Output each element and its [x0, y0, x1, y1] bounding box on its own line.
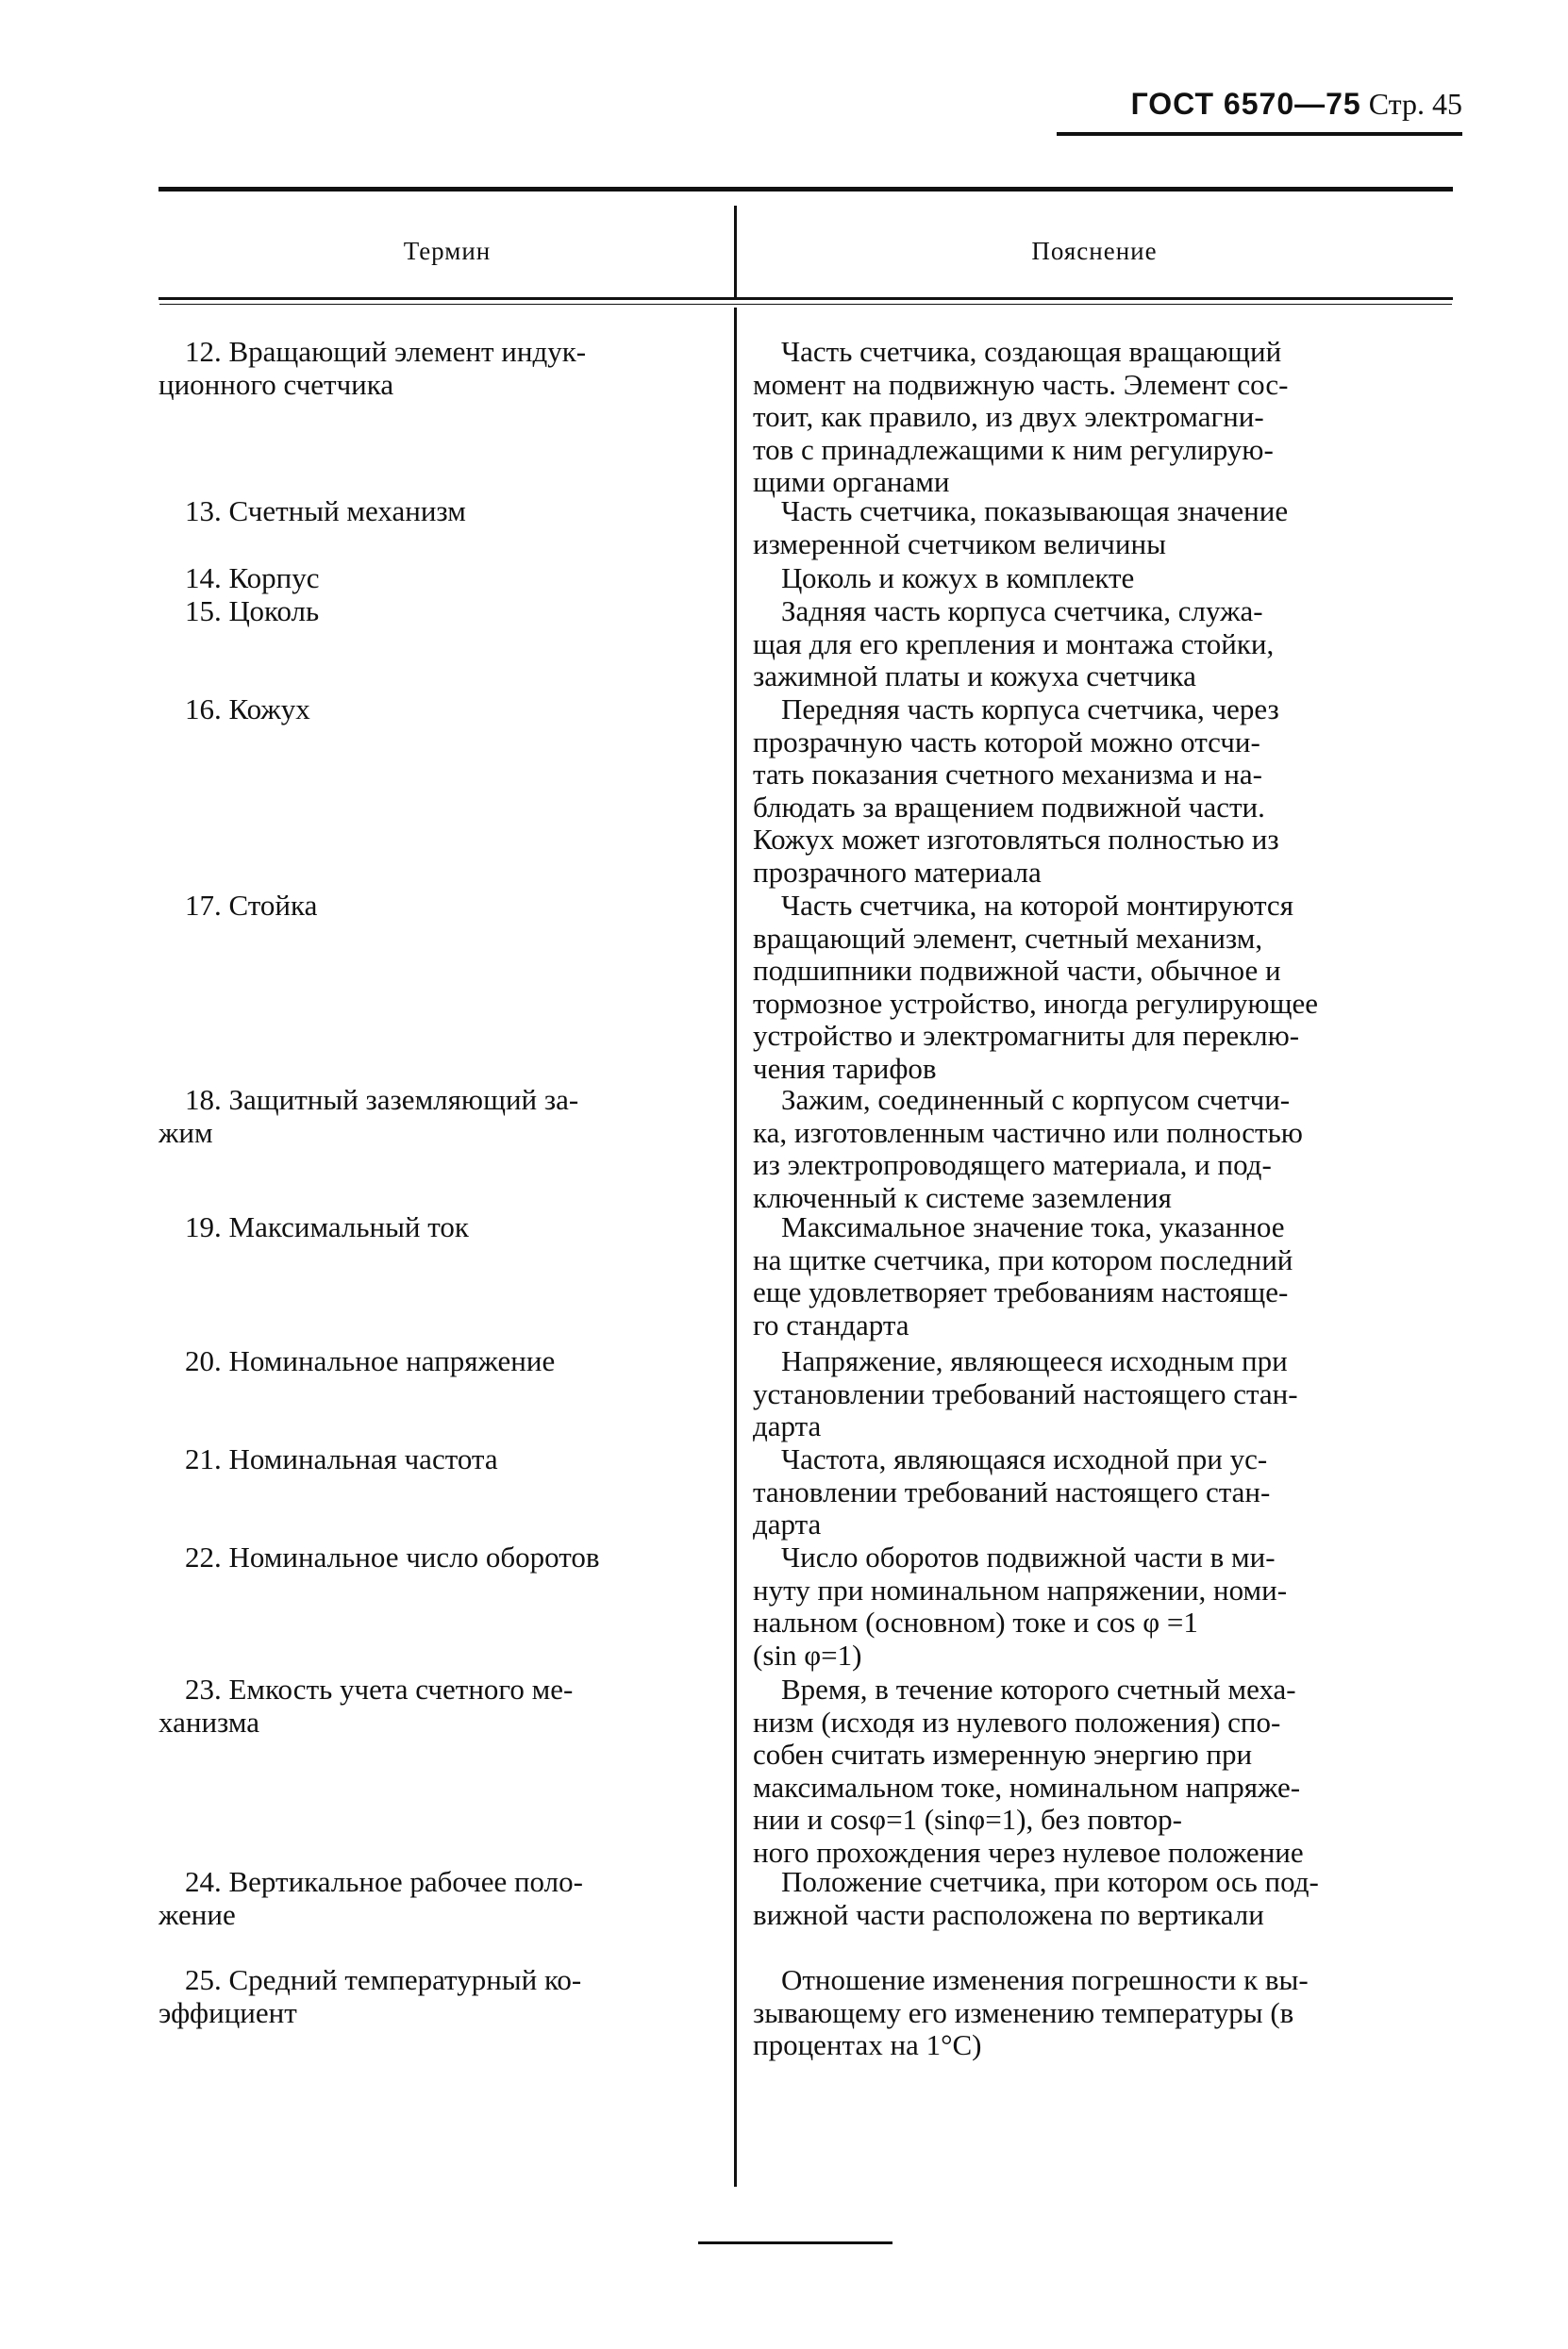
- explanation-cell: [753, 693, 1453, 889]
- explanation-line: прозрачного материала: [753, 855, 1042, 889]
- explanation-cell: [753, 1345, 1453, 1443]
- explanation-cell: [753, 562, 1453, 595]
- explanation-line: тать показания счетного механизма и на-: [753, 758, 1263, 791]
- column-divider: [734, 308, 737, 2187]
- term-line: эффициент: [158, 1995, 297, 2029]
- explanation-line: Зажим, соединенный с корпусом счетчи-: [781, 1083, 1291, 1116]
- footer-rule: [698, 2241, 892, 2244]
- term-line: жение: [158, 1897, 236, 1931]
- page-number: Стр. 45: [1368, 87, 1462, 121]
- explanation-line: установлении требований настоящего стан-: [753, 1376, 1298, 1410]
- term-cell: [185, 1443, 732, 1476]
- table-top-rule: [158, 187, 1453, 192]
- header-underline: [1057, 132, 1462, 136]
- explanation-line: блюдать за вращением подвижной части.: [753, 790, 1265, 824]
- explanation-line: Время, в течение которого счетный меха-: [781, 1673, 1296, 1706]
- explanation-line: максимальном токе, номинальном напряже-: [753, 1770, 1301, 1804]
- explanation-line: зажимной платы и кожуха счетчика: [753, 659, 1196, 692]
- term-line: ханизма: [158, 1705, 260, 1739]
- explanation-cell: [753, 1084, 1453, 1214]
- explanation-line: нальном (основном) токе и cos φ =1: [753, 1606, 1198, 1639]
- explanation-line: момент на подвижную часть. Элемент сос-: [753, 367, 1289, 401]
- term-cell: [185, 595, 732, 628]
- explanation-line: на щитке счетчика, при котором последний: [753, 1242, 1293, 1276]
- explanation-line: вижной части расположена по вертикали: [753, 1897, 1264, 1931]
- term-cell: [158, 1083, 732, 1149]
- term-line: 25. Средний температурный ко-: [185, 1963, 582, 1996]
- term-line: 23. Емкость учета счетного ме-: [185, 1673, 574, 1706]
- explanation-line: вращающий элемент, счетный механизм,: [753, 921, 1263, 955]
- explanation-cell: [753, 1541, 1453, 1672]
- term-cell: [158, 1865, 732, 1931]
- explanation-line: тановлении требований настоящего стан-: [753, 1474, 1271, 1508]
- column-header-term: Термин: [403, 237, 492, 265]
- term-line: 14. Корпус: [185, 561, 320, 594]
- explanation-line: Цоколь и кожух в комплекте: [781, 561, 1135, 594]
- term-line: 16. Кожух: [185, 692, 310, 725]
- explanation-line: устройство и электромагниты для переклю-: [753, 1019, 1300, 1052]
- page-header: [1131, 85, 1462, 123]
- term-cell: [185, 1345, 732, 1378]
- term-cell: [185, 1541, 732, 1574]
- explanation-line: ного прохождения через нулевое положение: [753, 1835, 1304, 1869]
- term-cell: [158, 335, 732, 401]
- explanation-line: зывающему его изменению температуры (в: [753, 1995, 1294, 2029]
- term-line: жим: [158, 1115, 213, 1149]
- term-cell: [158, 1963, 732, 2029]
- explanation-line: низм (исходя из нулевого положения) спо-: [753, 1705, 1281, 1739]
- explanation-line: чения тарифов: [753, 1051, 937, 1085]
- explanation-line: (sin φ=1): [753, 1638, 862, 1672]
- explanation-line: из электропроводящего материала, и под-: [753, 1148, 1272, 1181]
- explanation-line: Часть счетчика, создающая вращающий: [781, 335, 1282, 368]
- explanation-cell: [753, 1964, 1453, 2062]
- explanation-line: Максимальное значение тока, указанное: [781, 1210, 1285, 1243]
- term-line: 13. Счетный механизм: [185, 494, 466, 527]
- explanation-line: Отношение изменения погрешности к вы-: [781, 1963, 1309, 1996]
- term-cell: [185, 495, 732, 528]
- explanation-line: прозрачную часть которой можно отсчи-: [753, 725, 1260, 758]
- explanation-cell: [753, 1674, 1453, 1869]
- term-line: 21. Номинальная частота: [185, 1442, 498, 1475]
- explanation-line: Передняя часть корпуса счетчика, через: [781, 692, 1279, 725]
- explanation-line: Кожух может изготовляться полностью из: [753, 823, 1279, 856]
- explanation-line: Задняя часть корпуса счетчика, служа-: [781, 594, 1263, 627]
- term-line: 17. Стойка: [185, 889, 318, 922]
- explanation-line: дарта: [753, 1508, 822, 1541]
- explanation-cell: [753, 890, 1453, 1085]
- explanation-cell: [753, 336, 1453, 499]
- explanation-line: измеренной счетчиком величины: [753, 526, 1166, 560]
- standard-number: ГОСТ 6570—75: [1130, 87, 1361, 121]
- explanation-cell: [753, 495, 1453, 560]
- explanation-line: го стандарта: [753, 1308, 909, 1341]
- explanation-line: Часть счетчика, на которой монтируются: [781, 889, 1293, 922]
- explanation-line: подшипники подвижной части, обычное и: [753, 954, 1281, 987]
- term-cell: [185, 890, 732, 923]
- term-cell: [158, 1673, 732, 1739]
- explanation-line: Часть счетчика, показывающая значение: [781, 494, 1289, 527]
- explanation-line: собен считать измеренную энергию при: [753, 1738, 1253, 1771]
- term-line: ционного счетчика: [158, 367, 394, 401]
- explanation-line: еще удовлетворяет требованиям настояще-: [753, 1275, 1289, 1308]
- explanation-line: тормозное устройство, иногда регулирующее: [753, 986, 1318, 1020]
- explanation-line: щими органами: [753, 465, 950, 498]
- explanation-cell: [753, 1866, 1453, 1931]
- explanation-line: ключенный к системе заземления: [753, 1180, 1172, 1214]
- term-line: 15. Цоколь: [185, 594, 320, 627]
- explanation-line: щая для его крепления и монтажа стойки,: [753, 626, 1275, 660]
- term-cell: [185, 1211, 732, 1244]
- explanation-cell: [753, 1211, 1453, 1341]
- explanation-line: Частота, являющаяся исходной при ус-: [781, 1442, 1268, 1475]
- explanation-line: нии и cosφ=1 (sinφ=1), без повтор-: [753, 1803, 1182, 1836]
- term-line: 12. Вращающий элемент индук-: [185, 335, 587, 368]
- explanation-cell: [753, 1443, 1453, 1541]
- explanation-cell: [753, 595, 1453, 693]
- explanation-line: нуту при номинальном напряжении, номи-: [753, 1573, 1288, 1607]
- explanation-line: процентах на 1°С): [753, 2028, 982, 2061]
- term-line: 24. Вертикальное рабочее поло-: [185, 1865, 583, 1898]
- explanation-line: ка, изготовленным частично или полностью: [753, 1115, 1303, 1149]
- column-header-explanation: Пояснение: [1031, 237, 1158, 265]
- explanation-line: Напряжение, являющееся исходным при: [781, 1344, 1288, 1377]
- table-header-rule: [158, 297, 1453, 300]
- explanation-line: тоит, как правило, из двух электромагни-: [753, 400, 1264, 433]
- term-line: 19. Максимальный ток: [185, 1210, 469, 1243]
- explanation-line: Число оборотов подвижной части в ми-: [781, 1541, 1276, 1574]
- explanation-line: дарта: [753, 1409, 822, 1442]
- explanation-line: Положение счетчика, при котором ось под-: [781, 1865, 1319, 1898]
- term-line: 20. Номинальное напряжение: [185, 1344, 556, 1377]
- term-cell: [185, 562, 732, 595]
- term-line: 18. Защитный заземляющий за-: [185, 1083, 579, 1116]
- term-line: 22. Номинальное число оборотов: [185, 1541, 600, 1574]
- term-cell: [185, 693, 732, 726]
- explanation-line: тов с принадлежащими к ним регулирую-: [753, 432, 1274, 466]
